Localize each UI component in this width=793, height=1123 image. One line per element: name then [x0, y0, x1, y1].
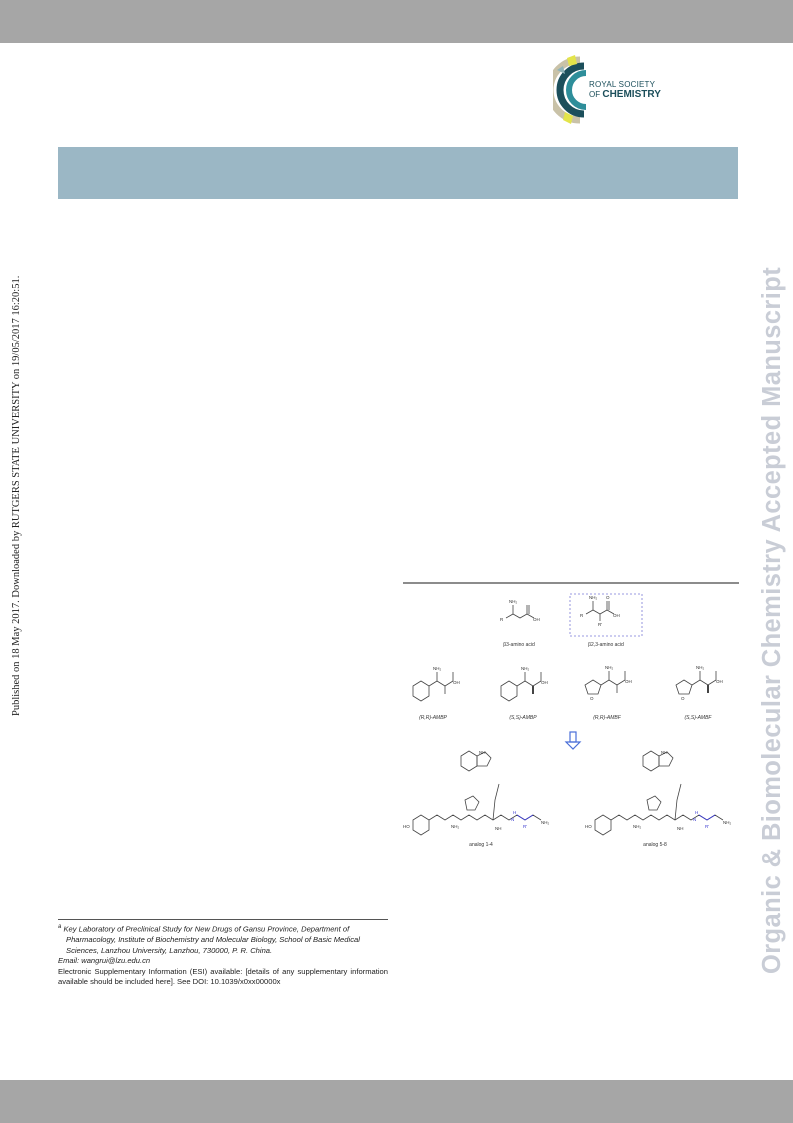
figure-scheme [403, 588, 739, 858]
email-note: Email: wangrui@lzu.edu.cn [58, 956, 151, 966]
atom-label: H [695, 810, 699, 815]
beta23-amino-acid-structure [586, 601, 614, 621]
atom-label: NH [661, 750, 668, 755]
rsc-logo [553, 52, 673, 130]
atom-label: NH₂ [521, 666, 530, 671]
atom-label: NH₂ [451, 824, 460, 829]
atom-label: NH₂ [605, 665, 614, 670]
atom-label: R [580, 613, 584, 618]
atom-label: OH [613, 613, 620, 618]
atom-label: R [500, 617, 504, 622]
atom-label: OH [716, 679, 723, 684]
atom-label: N [511, 817, 515, 822]
analog-5-8-structure [595, 751, 723, 835]
atom-label: R' [598, 622, 603, 627]
atom-label: NH₂ [723, 820, 732, 825]
rr-ambf-structure [585, 671, 625, 694]
footnotes [58, 919, 388, 988]
atom-label: NH₂ [433, 666, 442, 671]
rr-ambp-structure [413, 672, 453, 701]
caption-beta3: β3-amino acid [503, 642, 535, 648]
accepted-manuscript-watermark: Organic & Biomolecular Chemistry Accepted Manuscript [758, 266, 786, 974]
atom-label: NH₂ [541, 820, 550, 825]
atom-label: N [693, 817, 697, 822]
atom-label: O [681, 696, 685, 701]
footer-bar [0, 1080, 793, 1123]
publication-stamp: Published on 18 May 2017. Downloaded by RUTGERS STATE UNIVERSITY on 19/05/2017 16:20:51. [11, 275, 22, 716]
caption-analog-5-8: analog 5-8 [643, 842, 667, 848]
atom-label: NH [677, 826, 684, 831]
esi-note: Electronic Supplementary Information (ESI) available: [details of any supplementary information available should be included here]. See DOI: 10.1039/x0xx00000x [58, 966, 388, 987]
atom-label: R' [705, 824, 710, 829]
caption-beta23: β2,3-amino acid [588, 642, 624, 648]
analog-1-4-highlight [517, 815, 533, 820]
atom-label: OH [625, 679, 632, 684]
atom-label: NH₂ [696, 665, 705, 670]
atom-label: NH [479, 750, 486, 755]
analog-5-8-highlight [699, 815, 715, 820]
caption-ss-ambp: (S,S)-AMBP [509, 715, 537, 721]
caption-ss-ambf: (S,S)-AMBF [684, 715, 712, 721]
analog-1-4-structure [413, 751, 541, 835]
atom-label: NH₂ [509, 599, 518, 604]
affiliation-note: $^a$ Key Laboratory of Preclinical Study for New Drugs of Gansu Province, Department of Pharmacology, Institute of Biochemistry and Molecular Biology, School of Basic Medical Sciences, Lanzhou University, Lanzhou, 730000, P. R. China. [58, 924, 360, 955]
atom-label: HO [585, 824, 592, 829]
atom-label: HO [403, 824, 410, 829]
atom-label: NH₂ [589, 595, 598, 600]
atom-label: R' [523, 824, 528, 829]
title-band [58, 147, 738, 199]
atom-label: OH [453, 680, 460, 685]
logo-line-1: ROYAL SOCIETY [589, 80, 656, 89]
down-arrow-icon [566, 732, 580, 749]
caption-rr-ambf: (R,R)-AMBF [593, 715, 621, 721]
atom-label: H [513, 810, 517, 815]
atom-label: NH [495, 826, 502, 831]
atom-label: NH₂ [633, 824, 642, 829]
ss-ambp-structure [501, 672, 541, 701]
atom-label: O [590, 696, 594, 701]
caption-rr-ambp: (R,R)-AMBP [419, 715, 447, 721]
atom-label: O [606, 595, 610, 600]
atom-label: OH [541, 680, 548, 685]
header-bar [0, 0, 793, 43]
ss-ambf-structure [676, 671, 716, 694]
caption-analog-1-4: analog 1-4 [469, 842, 493, 848]
figure-divider [403, 582, 739, 584]
logo-line-2: OF CHEMISTRY [589, 89, 661, 100]
atom-label: OH [533, 617, 540, 622]
beta3-amino-acid-structure [506, 605, 534, 618]
